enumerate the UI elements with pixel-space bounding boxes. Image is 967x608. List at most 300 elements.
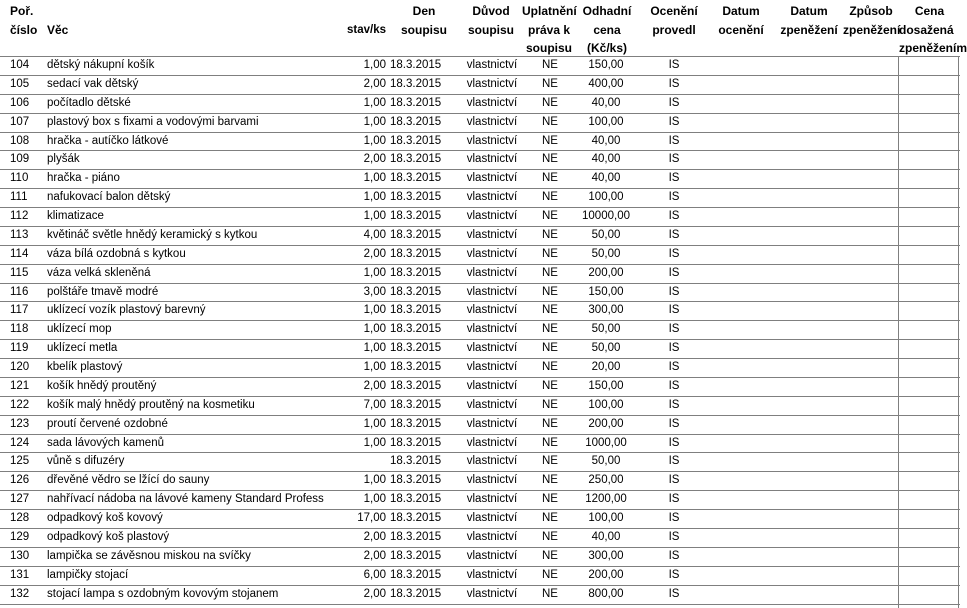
- cell-desc: vůně s difuzéry: [47, 455, 125, 468]
- header-oceneni-line-1: Ocenění: [650, 4, 698, 18]
- cell-claim: NE: [542, 134, 558, 147]
- row-divider: [0, 452, 960, 453]
- cell-reason: vlastnictví: [466, 191, 518, 204]
- cell-price: 40,00: [591, 134, 621, 147]
- header-datum-oceneni-line-1: Datum: [722, 4, 760, 18]
- cell-reason: vlastnictví: [466, 361, 518, 374]
- cell-by: IS: [668, 172, 680, 185]
- header-por-line-1: Poř.: [10, 4, 34, 18]
- cell-price: 100,00: [588, 191, 624, 204]
- table-row: [0, 75, 960, 93]
- cell-qty: 6,00: [363, 568, 386, 581]
- cell-qty: 1,00: [363, 361, 386, 374]
- row-divider: [0, 56, 960, 57]
- cell-reason: vlastnictví: [466, 172, 518, 185]
- cell-date: 18.3.2015: [390, 379, 442, 392]
- row-divider: [0, 264, 960, 265]
- cell-by: IS: [668, 266, 680, 279]
- header-den-line-1: Den: [412, 4, 436, 18]
- table-row: [0, 339, 960, 357]
- cell-by: IS: [668, 436, 680, 449]
- table-row: [0, 283, 960, 301]
- table-row: [0, 547, 960, 565]
- cell-desc: váza velká skleněná: [47, 266, 151, 279]
- cell-date: 18.3.2015: [390, 342, 442, 355]
- cell-desc: hračka - piáno: [47, 172, 120, 185]
- cell-date: 18.3.2015: [390, 587, 442, 600]
- cell-date: 18.3.2015: [390, 417, 442, 430]
- cell-qty: 2,00: [363, 247, 386, 260]
- header-uplatneni-line-2: práva k: [527, 22, 571, 37]
- cell-qty: 1,00: [363, 474, 386, 487]
- cell-date: 18.3.2015: [390, 512, 442, 525]
- cell-claim: NE: [542, 436, 558, 449]
- header-vec: [47, 2, 107, 39]
- cell-reason: vlastnictví: [466, 115, 518, 128]
- header-datum-zpenezeni-line-2: zpeněžení: [780, 22, 838, 37]
- cell-date: 18.3.2015: [390, 134, 442, 147]
- row-divider: [0, 566, 960, 567]
- cell-desc: květináč světle hnědý keramický s kytkou: [47, 228, 258, 241]
- row-divider: [0, 471, 960, 472]
- cell-qty: 1,00: [363, 417, 386, 430]
- cell-qty: 1,00: [363, 191, 386, 204]
- cell-claim: NE: [542, 379, 558, 392]
- cell-price: 100,00: [588, 398, 624, 411]
- header-cena-line-1: Cena: [914, 4, 945, 18]
- cell-price: 50,00: [591, 228, 621, 241]
- row-divider: [0, 283, 960, 284]
- header-datum-zpenezeni-line-1: Datum: [790, 4, 828, 18]
- cell-reason: vlastnictví: [466, 228, 518, 241]
- cell-date: 18.3.2015: [390, 398, 442, 411]
- cell-qty: 3,00: [363, 285, 386, 298]
- cell-desc: nahřívací nádoba na lávové kameny Standard Profess: [47, 493, 324, 506]
- cell-claim: NE: [542, 531, 558, 543]
- column-divider: [958, 56, 959, 608]
- cell-qty: 1,00: [363, 96, 386, 109]
- table-row: [0, 585, 960, 603]
- cell-by: IS: [668, 96, 680, 109]
- cell-price: 150,00: [588, 285, 624, 298]
- table-row: [0, 434, 960, 452]
- cell-no: 130: [10, 549, 30, 562]
- table-row: [0, 471, 960, 489]
- column-divider: [898, 56, 899, 608]
- cell-price: 40,00: [591, 531, 621, 543]
- cell-price: 800,00: [588, 587, 624, 600]
- cell-date: 18.3.2015: [390, 115, 442, 128]
- cell-claim: NE: [542, 361, 558, 374]
- header-uplatneni-line-1: Uplatnění: [522, 4, 577, 18]
- cell-price: 200,00: [588, 417, 624, 430]
- cell-desc: uklízecí vozík plastový barevný: [47, 304, 206, 317]
- table-row: [0, 377, 960, 395]
- cell-date: 18.3.2015: [390, 493, 442, 506]
- cell-by: IS: [668, 191, 680, 204]
- cell-claim: NE: [542, 342, 558, 355]
- cell-by: IS: [668, 247, 680, 260]
- header-odhadni: [576, 2, 638, 58]
- cell-qty: 1,00: [363, 59, 386, 71]
- cell-price: 100,00: [588, 512, 624, 525]
- cell-no: 105: [10, 77, 30, 90]
- cell-qty: 1,00: [363, 115, 386, 128]
- cell-reason: vlastnictví: [466, 531, 518, 543]
- header-duvod-line-2: soupisu: [467, 22, 514, 37]
- header-odhadni-line-1: Odhadní: [582, 4, 632, 18]
- cell-no: 124: [10, 436, 30, 449]
- cell-price: 1200,00: [585, 493, 627, 506]
- cell-price: 200,00: [588, 266, 624, 279]
- cell-claim: NE: [542, 191, 558, 204]
- cell-qty: 2,00: [363, 587, 386, 600]
- cell-by: IS: [668, 228, 680, 241]
- cell-date: 18.3.2015: [390, 531, 442, 543]
- cell-price: 20,00: [591, 361, 621, 374]
- cell-claim: NE: [542, 493, 558, 506]
- row-divider: [0, 132, 960, 133]
- cell-claim: NE: [542, 285, 558, 298]
- cell-price: 50,00: [591, 323, 621, 336]
- cell-no: 120: [10, 361, 30, 374]
- row-divider: [0, 604, 960, 605]
- cell-desc: plyšák: [47, 153, 80, 166]
- header-por: [10, 2, 50, 39]
- cell-by: IS: [668, 210, 680, 223]
- table-row: [0, 490, 960, 508]
- cell-no: 125: [10, 455, 30, 468]
- row-divider: [0, 434, 960, 435]
- row-divider: [0, 509, 960, 510]
- header-oceneni-line-2: provedl: [652, 22, 696, 37]
- cell-price: 200,00: [588, 568, 624, 581]
- cell-by: IS: [668, 531, 680, 543]
- cell-reason: vlastnictví: [466, 285, 518, 298]
- header-vec-line-2: Věc: [47, 22, 69, 37]
- cell-qty: 4,00: [363, 228, 386, 241]
- cell-by: IS: [668, 474, 680, 487]
- row-divider: [0, 377, 960, 378]
- cell-date: 18.3.2015: [390, 96, 442, 109]
- row-divider: [0, 245, 960, 246]
- header-odhadni-line-3: (Kč/ks): [586, 41, 627, 55]
- cell-by: IS: [668, 398, 680, 411]
- cell-by: IS: [668, 512, 680, 525]
- cell-claim: NE: [542, 96, 558, 109]
- cell-by: IS: [668, 455, 680, 468]
- row-divider: [0, 94, 960, 95]
- cell-price: 40,00: [591, 172, 621, 185]
- cell-date: 18.3.2015: [390, 323, 442, 336]
- cell-desc: proutí červené ozdobné: [47, 417, 168, 430]
- cell-claim: NE: [542, 228, 558, 241]
- cell-price: 400,00: [588, 77, 624, 90]
- cell-desc: lampičky stojací: [47, 568, 129, 581]
- table-row: [0, 358, 960, 376]
- header-cena-line-3: zpeněžením: [899, 41, 967, 55]
- cell-price: 100,00: [588, 115, 624, 128]
- header-uplatneni: [522, 2, 576, 58]
- cell-reason: vlastnictví: [466, 436, 518, 449]
- row-divider: [0, 301, 960, 302]
- cell-no: 127: [10, 493, 30, 506]
- cell-desc: nafukovací balon dětský: [47, 191, 171, 204]
- cell-no: 112: [10, 210, 29, 223]
- table-row: [0, 207, 960, 225]
- header-stav-line-1: [330, 2, 386, 21]
- cell-claim: NE: [542, 59, 558, 71]
- cell-date: 18.3.2015: [390, 568, 442, 581]
- cell-date: 18.3.2015: [390, 436, 442, 449]
- cell-date: 18.3.2015: [390, 210, 442, 223]
- header-vec-line-1: [47, 2, 107, 21]
- cell-claim: NE: [542, 304, 558, 317]
- cell-date: 18.3.2015: [390, 191, 442, 204]
- table-row: [0, 150, 960, 168]
- cell-by: IS: [668, 77, 680, 90]
- cell-reason: vlastnictví: [466, 96, 518, 109]
- cell-by: IS: [668, 379, 680, 392]
- header-oceneni: [638, 2, 710, 39]
- cell-desc: dřevěné vědro se lžící do sauny: [47, 474, 210, 487]
- header-cena-line-2: dosažená: [899, 22, 954, 37]
- header-datum-oceneni: [710, 2, 772, 39]
- cell-desc: klimatizace: [47, 210, 104, 223]
- row-divider: [0, 188, 960, 189]
- cell-claim: NE: [542, 474, 558, 487]
- cell-qty: [330, 452, 386, 470]
- cell-no: 109: [10, 153, 30, 166]
- cell-claim: NE: [542, 512, 558, 525]
- cell-desc: lampička se závěsnou miskou na svíčky: [47, 549, 251, 562]
- cell-desc: počítadlo dětské: [47, 96, 131, 109]
- cell-qty: 1,00: [363, 304, 386, 317]
- cell-reason: vlastnictví: [466, 247, 518, 260]
- cell-desc: sedací vak dětský: [47, 77, 139, 90]
- cell-claim: NE: [542, 266, 558, 279]
- cell-date: 18.3.2015: [390, 474, 442, 487]
- cell-qty: 2,00: [363, 531, 386, 543]
- header-odhadni-line-2: cena: [593, 22, 621, 37]
- cell-date: 18.3.2015: [390, 59, 442, 71]
- cell-claim: NE: [542, 417, 558, 430]
- cell-reason: vlastnictví: [466, 512, 518, 525]
- cell-reason: vlastnictví: [466, 493, 518, 506]
- header-cena: [899, 2, 967, 58]
- cell-reason: vlastnictví: [466, 304, 518, 317]
- row-divider: [0, 490, 960, 491]
- cell-no: 118: [10, 323, 29, 336]
- cell-price: 10000,00: [582, 210, 630, 223]
- cell-date: 18.3.2015: [390, 549, 442, 562]
- row-divider: [0, 396, 960, 397]
- cell-reason: vlastnictví: [466, 59, 518, 71]
- cell-reason: vlastnictví: [466, 568, 518, 581]
- table-row: [0, 188, 960, 206]
- table-row: [0, 396, 960, 414]
- table-row: [0, 528, 960, 546]
- header-zpusob-line-1: Způsob: [849, 4, 893, 18]
- cell-no: 119: [10, 342, 29, 355]
- cell-qty: 2,00: [363, 379, 386, 392]
- cell-by: IS: [668, 304, 680, 317]
- cell-reason: vlastnictví: [466, 549, 518, 562]
- table-row: [0, 113, 960, 131]
- cell-qty: 1,00: [363, 210, 386, 223]
- cell-by: IS: [668, 549, 680, 562]
- cell-no: 108: [10, 134, 30, 147]
- cell-reason: vlastnictví: [466, 455, 518, 468]
- cell-no: 113: [10, 228, 29, 241]
- cell-claim: NE: [542, 323, 558, 336]
- row-divider: [0, 547, 960, 548]
- cell-reason: vlastnictví: [466, 398, 518, 411]
- table-row: [0, 56, 960, 74]
- header-zpusob: [843, 2, 899, 39]
- cell-reason: vlastnictví: [466, 342, 518, 355]
- cell-claim: NE: [542, 455, 558, 468]
- cell-desc: uklízecí mop: [47, 323, 112, 336]
- cell-price: 50,00: [591, 342, 621, 355]
- cell-reason: vlastnictví: [466, 587, 518, 600]
- cell-no: 121: [10, 379, 30, 392]
- header-zpusob-line-2: zpeněžení: [843, 22, 901, 37]
- cell-qty: 1,00: [363, 266, 386, 279]
- cell-reason: vlastnictví: [466, 77, 518, 90]
- row-divider: [0, 75, 960, 76]
- row-divider: [0, 339, 960, 340]
- row-divider: [0, 150, 960, 151]
- cell-no: 126: [10, 474, 30, 487]
- cell-reason: vlastnictví: [466, 134, 518, 147]
- cell-no: 114: [10, 247, 29, 260]
- header-stav-line-2: stav/ks: [346, 23, 386, 36]
- cell-date: 18.3.2015: [390, 304, 442, 317]
- row-divider: [0, 415, 960, 416]
- table-row: [0, 169, 960, 187]
- cell-desc: kbelík plastový: [47, 361, 123, 374]
- cell-by: IS: [668, 323, 680, 336]
- table-header: [0, 0, 967, 56]
- cell-no: 111: [10, 191, 28, 204]
- cell-qty: 17,00: [357, 512, 386, 525]
- header-duvod: [460, 2, 522, 39]
- cell-by: IS: [668, 134, 680, 147]
- cell-claim: NE: [542, 153, 558, 166]
- cell-no: 115: [10, 266, 29, 279]
- cell-qty: 1,00: [363, 323, 386, 336]
- cell-desc: polštáře tmavě modré: [47, 285, 159, 298]
- row-divider: [0, 320, 960, 321]
- header-den: [388, 2, 460, 39]
- row-divider: [0, 528, 960, 529]
- cell-reason: vlastnictví: [466, 210, 518, 223]
- row-divider: [0, 207, 960, 208]
- cell-price: 40,00: [591, 96, 621, 109]
- cell-claim: NE: [542, 247, 558, 260]
- cell-by: IS: [668, 153, 680, 166]
- cell-reason: vlastnictví: [466, 323, 518, 336]
- header-datum-oceneni-line-2: ocenění: [718, 22, 764, 37]
- cell-no: 131: [10, 568, 30, 581]
- table-row: [0, 415, 960, 433]
- cell-desc: váza bílá ozdobná s kytkou: [47, 247, 186, 260]
- header-datum-zpenezeni: [775, 2, 843, 39]
- table-row: [0, 226, 960, 244]
- cell-date: 18.3.2015: [390, 247, 442, 260]
- cell-qty: 2,00: [363, 549, 386, 562]
- cell-price: 50,00: [591, 455, 621, 468]
- cell-by: IS: [668, 361, 680, 374]
- cell-date: 18.3.2015: [390, 153, 442, 166]
- cell-price: 250,00: [588, 474, 624, 487]
- header-stav: [330, 2, 386, 39]
- cell-no: 128: [10, 512, 30, 525]
- cell-claim: NE: [542, 549, 558, 562]
- cell-no: 110: [10, 172, 29, 185]
- cell-by: IS: [668, 115, 680, 128]
- cell-date: 18.3.2015: [390, 77, 442, 90]
- header-por-line-2: číslo: [10, 22, 38, 37]
- row-divider: [0, 358, 960, 359]
- row-divider: [0, 226, 960, 227]
- cell-desc: uklízecí metla: [47, 342, 118, 355]
- cell-qty: 2,00: [363, 77, 386, 90]
- cell-qty: 1,00: [363, 172, 386, 185]
- cell-date: 18.3.2015: [390, 172, 442, 185]
- header-uplatneni-line-3: soupisu: [525, 41, 572, 55]
- cell-claim: NE: [542, 210, 558, 223]
- cell-desc: košík hnědý proutěný: [47, 379, 157, 392]
- cell-price: 50,00: [591, 247, 621, 260]
- cell-date: 18.3.2015: [390, 285, 442, 298]
- cell-date: 18.3.2015: [390, 455, 442, 468]
- cell-desc: košík malý hnědý proutěný na kosmetiku: [47, 398, 255, 411]
- cell-desc: hračka - autíčko látkové: [47, 134, 169, 147]
- cell-no: 104: [10, 59, 30, 71]
- cell-desc: odpadkový koš kovový: [47, 512, 163, 525]
- table-row: [0, 509, 960, 527]
- cell-qty: 2,00: [363, 153, 386, 166]
- row-divider: [0, 113, 960, 114]
- cell-price: 300,00: [588, 304, 624, 317]
- cell-no: 117: [10, 304, 29, 317]
- cell-claim: NE: [542, 172, 558, 185]
- header-duvod-line-1: Důvod: [472, 4, 510, 18]
- cell-qty: 1,00: [363, 436, 386, 449]
- header-den-line-2: soupisu: [400, 22, 447, 37]
- cell-desc: odpadkový koš plastový: [47, 531, 170, 543]
- table-row: [0, 132, 960, 150]
- cell-by: IS: [668, 568, 680, 581]
- cell-price: 150,00: [588, 379, 624, 392]
- cell-price: 300,00: [588, 549, 624, 562]
- table-row: [0, 452, 960, 470]
- cell-reason: vlastnictví: [466, 474, 518, 487]
- cell-date: 18.3.2015: [390, 361, 442, 374]
- cell-qty: 7,00: [363, 398, 386, 411]
- cell-by: IS: [668, 59, 680, 71]
- cell-qty: 1,00: [363, 493, 386, 506]
- cell-no: 123: [10, 417, 30, 430]
- cell-reason: vlastnictví: [466, 153, 518, 166]
- cell-reason: vlastnictví: [466, 417, 518, 430]
- cell-claim: NE: [542, 398, 558, 411]
- row-divider: [0, 585, 960, 586]
- cell-reason: vlastnictví: [466, 266, 518, 279]
- row-divider: [0, 169, 960, 170]
